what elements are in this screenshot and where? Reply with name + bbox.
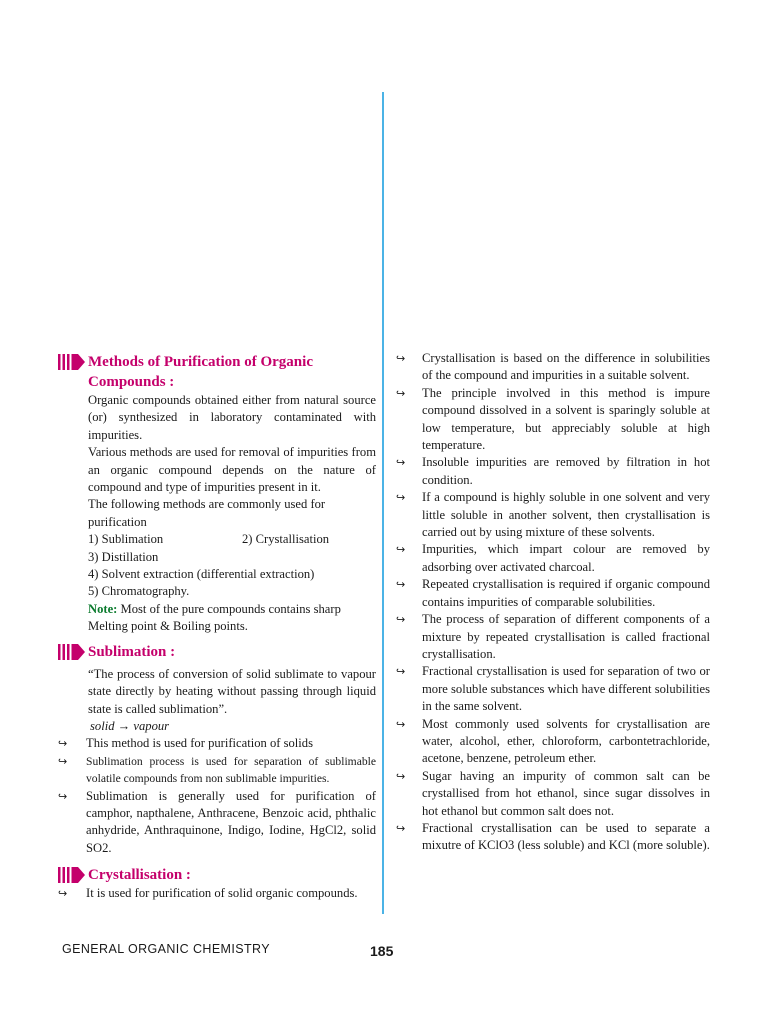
note-paragraph [88,601,376,636]
list-item: ↪ This method is used for purification of solids [58,735,376,752]
list-item: ↪ The principle involved in this method is impure compound dissolved in a solvent is sparingly soluble at low temperature, but appreciably soluble at high temperature. [396,385,710,455]
list-item: ↪ Fractional crystallisation can be used to separate a mixutre of KClO3 (less soluble) and KCl (more soluble). [396,820,710,855]
bullet-arrow-icon: ↪ [396,578,406,592]
methods-row [88,549,376,566]
bullet-arrow-icon: ↪ [396,543,406,557]
list-item: ↪ Impurities, which impart colour are removed by adsorbing over activated charcoal. [396,541,710,576]
left-column [58,352,376,903]
list-item: ↪ It is used for purification of solid organic compounds. [58,885,376,902]
method-item: 2) Crystallisation [242,532,330,547]
section-marker-icon [58,643,86,661]
intro-paragraph-3: The following methods are commonly used for purification [88,497,326,529]
method-item: 4) Solvent extraction (differential extraction) [88,567,315,582]
list-item: ↪ Fractional crystallisation is used for separation of two or more soluble substances which have different solubilities in the same solvent. [396,663,710,715]
methods-row [88,583,376,600]
list-item: ↪ Insoluble impurities are removed by filtration in hot condition. [396,454,710,489]
method-item: 1) Sublimation [88,532,164,547]
bullet-arrow-icon: ↪ [396,491,406,505]
bullet-arrow-icon: ↪ [396,456,406,470]
list-item: ↪ Crystallisation is based on the difference in solubilities of the compound and impurities in a suitable solvent. [396,350,710,385]
methods-row-1 [88,531,376,548]
list-item: ↪ The process of separation of different components of a mixture by repeated crystallisation is called fractional crystallisation. [396,611,710,663]
list-item: ↪ If a compound is highly soluble in one solvent and very little soluble in another solvent, then crystallisation is carried out by using mixture of these solvents. [396,489,710,541]
methods-heading [58,352,376,392]
intro-paragraph-2: Various methods are used for removal of impurities from an organic compound depends on the nature of compound and type of impurities present in it. [88,445,376,495]
page-number: 185 [370,943,394,959]
footer-title: GENERAL ORGANIC CHEMISTRY [62,942,270,956]
bullet-arrow-icon: ↪ [396,769,406,783]
crystallisation-heading-text: Crystallisation : [88,867,191,884]
section-marker-icon [58,866,86,884]
note-text: Most of the pure compounds contains sharp Melting point & Boiling points. [88,601,341,634]
bullet-arrow-icon: ↪ [58,789,68,803]
crystallisation-heading [58,865,376,885]
methods-row [88,566,376,583]
section-marker-icon [58,353,86,371]
bullet-arrow-icon: ↪ [396,717,406,731]
list-item: ↪ Sublimation process is used for separation of sublimable volatile compounds from non sublimable impurities. [58,753,376,788]
methods-heading-text: Methods of Purification of Organic Compounds : [88,354,313,390]
bullet-arrow-icon: ↪ [396,613,406,627]
sublimation-heading-text: Sublimation : [88,643,176,660]
sublimation-equation: solid → vapour [90,718,170,733]
bullet-arrow-icon: ↪ [396,352,406,365]
bullet-arrow-icon: ↪ [58,737,68,751]
sublimation-heading [58,642,376,662]
method-item: 3) Distillation [88,549,159,564]
bullet-arrow-icon: ↪ [396,821,406,835]
intro-paragraph-1: Organic compounds obtained either from natural source (or) synthesized in laboratory contaminated with impurities. [88,393,376,442]
right-column [396,350,710,855]
bullet-arrow-icon: ↪ [58,887,68,901]
sublimation-definition: “The process of conversion of solid sublimate to vapour state directly by heating without passing through liquid state is called sublimation”. [88,666,376,716]
list-item: ↪ Sublimation is generally used for purification of camphor, napthalene, Anthracene, Benzoic acid, phthalic anhydride, Anthraquinone, Indigo, Iodine, HgCl2, solid SO2. [58,788,376,858]
list-item: ↪ Repeated crystallisation is required if organic compound contains impurities of comparable solubilities. [396,576,710,611]
bullet-arrow-icon: ↪ [396,386,406,400]
bullet-arrow-icon: ↪ [58,754,68,768]
note-label: Note: [88,601,118,616]
list-item: ↪ Sugar having an impurity of common salt can be crystallised from hot ethanol, since sugar dissolves in hot ethanol but common salt does not. [396,768,710,820]
bullet-arrow-icon: ↪ [396,665,406,679]
list-item: ↪ Most commonly used solvents for crystallisation are water, alcohol, ether, chloroform, carbontetrachloride, acetone, benzene, petroleum ether. [396,716,710,768]
column-divider [382,92,384,914]
method-item: 5) Chromatography. [88,584,190,599]
